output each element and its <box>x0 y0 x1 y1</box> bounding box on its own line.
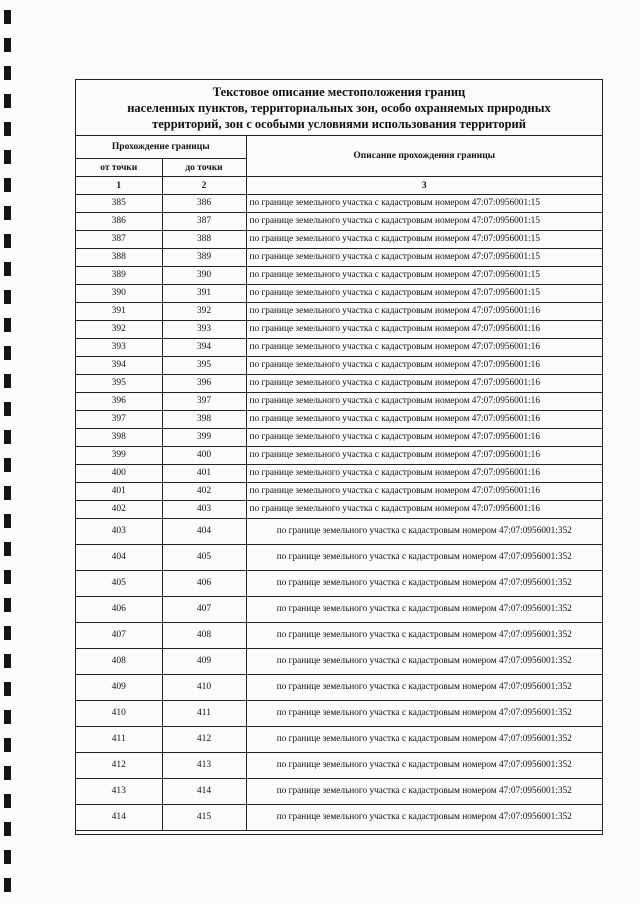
table-row <box>76 519 602 545</box>
table-row <box>76 805 602 831</box>
header-to-point: до точки <box>162 159 246 177</box>
cell-from-point: 410 <box>76 701 162 727</box>
title-line-2: населенных пунктов, территориальных зон, особо охраняемых природных <box>127 101 551 115</box>
cell-to-point: 403 <box>162 501 246 519</box>
cell-description: по границе земельного участка с кадастровым номером 47:07:0956001:352 <box>246 701 602 727</box>
cell-from-point: 395 <box>76 375 162 393</box>
table-row <box>76 675 602 701</box>
table-row <box>76 753 602 779</box>
table-row <box>76 545 602 571</box>
table-body <box>76 195 602 831</box>
binding-mark <box>4 514 11 528</box>
cell-description: по границе земельного участка с кадастровым номером 47:07:0956001:15 <box>246 267 602 285</box>
cell-description: по границе земельного участка с кадастровым номером 47:07:0956001:352 <box>246 675 602 701</box>
cell-description: по границе земельного участка с кадастровым номером 47:07:0956001:15 <box>246 249 602 267</box>
cell-from-point: 413 <box>76 779 162 805</box>
cell-from-point: 404 <box>76 545 162 571</box>
cell-from-point: 406 <box>76 597 162 623</box>
cell-to-point: 400 <box>162 447 246 465</box>
binding-mark <box>4 374 11 388</box>
cell-description: по границе земельного участка с кадастровым номером 47:07:0956001:16 <box>246 375 602 393</box>
table-row <box>76 649 602 675</box>
cell-to-point: 401 <box>162 465 246 483</box>
header-description: Описание прохождения границы <box>246 136 602 177</box>
table-row <box>76 321 602 339</box>
cell-description: по границе земельного участка с кадастровым номером 47:07:0956001:16 <box>246 465 602 483</box>
table-row <box>76 483 602 501</box>
cell-from-point: 407 <box>76 623 162 649</box>
binding-mark <box>4 598 11 612</box>
binding-mark <box>4 822 11 836</box>
table-row <box>76 701 602 727</box>
cell-to-point: 394 <box>162 339 246 357</box>
binding-mark <box>4 682 11 696</box>
cell-to-point: 386 <box>162 195 246 213</box>
binding-mark <box>4 10 11 24</box>
document-title <box>76 80 602 136</box>
cell-description: по границе земельного участка с кадастровым номером 47:07:0956001:16 <box>246 303 602 321</box>
cell-to-point: 406 <box>162 571 246 597</box>
cell-from-point: 392 <box>76 321 162 339</box>
binding-mark <box>4 234 11 248</box>
cell-to-point: 411 <box>162 701 246 727</box>
cell-from-point: 388 <box>76 249 162 267</box>
cell-from-point: 408 <box>76 649 162 675</box>
cell-description: по границе земельного участка с кадастровым номером 47:07:0956001:352 <box>246 623 602 649</box>
table-row <box>76 285 602 303</box>
cell-to-point: 395 <box>162 357 246 375</box>
cell-to-point: 404 <box>162 519 246 545</box>
table-row <box>76 597 602 623</box>
table-row <box>76 339 602 357</box>
cell-from-point: 409 <box>76 675 162 701</box>
table-row <box>76 501 602 519</box>
binding-mark <box>4 710 11 724</box>
binding-mark <box>4 346 11 360</box>
table-row <box>76 727 602 753</box>
header-column-number-2: 2 <box>162 177 246 195</box>
cell-to-point: 388 <box>162 231 246 249</box>
table-row <box>76 231 602 249</box>
cell-from-point: 403 <box>76 519 162 545</box>
cell-to-point: 407 <box>162 597 246 623</box>
cell-to-point: 389 <box>162 249 246 267</box>
cell-from-point: 389 <box>76 267 162 285</box>
cell-description: по границе земельного участка с кадастровым номером 47:07:0956001:352 <box>246 519 602 545</box>
cell-to-point: 405 <box>162 545 246 571</box>
binding-mark <box>4 66 11 80</box>
cell-to-point: 415 <box>162 805 246 831</box>
cell-description: по границе земельного участка с кадастровым номером 47:07:0956001:352 <box>246 727 602 753</box>
cell-from-point: 401 <box>76 483 162 501</box>
cell-to-point: 410 <box>162 675 246 701</box>
cell-from-point: 390 <box>76 285 162 303</box>
cell-from-point: 391 <box>76 303 162 321</box>
cell-to-point: 387 <box>162 213 246 231</box>
cell-description: по границе земельного участка с кадастровым номером 47:07:0956001:15 <box>246 195 602 213</box>
table-row <box>76 195 602 213</box>
binding-marks <box>4 8 12 898</box>
binding-mark <box>4 542 11 556</box>
cell-to-point: 391 <box>162 285 246 303</box>
table-row <box>76 429 602 447</box>
table-row <box>76 393 602 411</box>
binding-mark <box>4 766 11 780</box>
cell-to-point: 396 <box>162 375 246 393</box>
header-column-number-1: 1 <box>76 177 162 195</box>
cell-description: по границе земельного участка с кадастровым номером 47:07:0956001:16 <box>246 429 602 447</box>
cell-description: по границе земельного участка с кадастровым номером 47:07:0956001:16 <box>246 339 602 357</box>
cell-to-point: 414 <box>162 779 246 805</box>
cell-to-point: 402 <box>162 483 246 501</box>
cell-from-point: 387 <box>76 231 162 249</box>
cell-description: по границе земельного участка с кадастровым номером 47:07:0956001:352 <box>246 753 602 779</box>
binding-mark <box>4 626 11 640</box>
cell-to-point: 412 <box>162 727 246 753</box>
binding-mark <box>4 178 11 192</box>
table-row <box>76 267 602 285</box>
table-row <box>76 779 602 805</box>
binding-mark <box>4 486 11 500</box>
cell-description: по границе земельного участка с кадастровым номером 47:07:0956001:352 <box>246 545 602 571</box>
cell-description: по границе земельного участка с кадастровым номером 47:07:0956001:16 <box>246 501 602 519</box>
cell-from-point: 394 <box>76 357 162 375</box>
binding-mark <box>4 206 11 220</box>
cell-description: по границе земельного участка с кадастровым номером 47:07:0956001:16 <box>246 393 602 411</box>
cell-to-point: 397 <box>162 393 246 411</box>
header-from-point: от точки <box>76 159 162 177</box>
binding-mark <box>4 430 11 444</box>
header-column-number-3: 3 <box>246 177 602 195</box>
cell-to-point: 392 <box>162 303 246 321</box>
cell-description: по границе земельного участка с кадастровым номером 47:07:0956001:16 <box>246 447 602 465</box>
cell-description: по границе земельного участка с кадастровым номером 47:07:0956001:16 <box>246 411 602 429</box>
cell-description: по границе земельного участка с кадастровым номером 47:07:0956001:352 <box>246 779 602 805</box>
cell-description: по границе земельного участка с кадастровым номером 47:07:0956001:16 <box>246 357 602 375</box>
cell-from-point: 396 <box>76 393 162 411</box>
title-line-1: Текстовое описание местоположения границ <box>212 85 466 99</box>
cell-from-point: 385 <box>76 195 162 213</box>
cell-from-point: 397 <box>76 411 162 429</box>
cell-to-point: 413 <box>162 753 246 779</box>
binding-mark <box>4 94 11 108</box>
cell-description: по границе земельного участка с кадастровым номером 47:07:0956001:352 <box>246 649 602 675</box>
cell-from-point: 400 <box>76 465 162 483</box>
cell-from-point: 393 <box>76 339 162 357</box>
cell-to-point: 390 <box>162 267 246 285</box>
binding-mark <box>4 402 11 416</box>
cell-from-point: 398 <box>76 429 162 447</box>
cell-to-point: 398 <box>162 411 246 429</box>
table-row <box>76 571 602 597</box>
cell-description: по границе земельного участка с кадастровым номером 47:07:0956001:15 <box>246 231 602 249</box>
cell-description: по границе земельного участка с кадастровым номером 47:07:0956001:352 <box>246 805 602 831</box>
cell-description: по границе земельного участка с кадастровым номером 47:07:0956001:15 <box>246 285 602 303</box>
binding-mark <box>4 738 11 752</box>
boundary-description-document <box>75 79 603 835</box>
header-passage: Прохождение границы <box>76 136 246 159</box>
table-row <box>76 411 602 429</box>
table-row <box>76 213 602 231</box>
table-row <box>76 303 602 321</box>
cell-to-point: 408 <box>162 623 246 649</box>
table-row <box>76 249 602 267</box>
binding-mark <box>4 318 11 332</box>
table-row <box>76 447 602 465</box>
cell-description: по границе земельного участка с кадастровым номером 47:07:0956001:16 <box>246 321 602 339</box>
binding-mark <box>4 122 11 136</box>
binding-mark <box>4 150 11 164</box>
cell-from-point: 405 <box>76 571 162 597</box>
cell-to-point: 409 <box>162 649 246 675</box>
binding-mark <box>4 654 11 668</box>
table-row <box>76 375 602 393</box>
cell-description: по границе земельного участка с кадастровым номером 47:07:0956001:352 <box>246 571 602 597</box>
table-row <box>76 623 602 649</box>
cell-from-point: 386 <box>76 213 162 231</box>
boundary-table <box>76 136 602 831</box>
cell-from-point: 399 <box>76 447 162 465</box>
binding-mark <box>4 850 11 864</box>
cell-to-point: 399 <box>162 429 246 447</box>
cell-description: по границе земельного участка с кадастровым номером 47:07:0956001:16 <box>246 483 602 501</box>
binding-mark <box>4 570 11 584</box>
cell-from-point: 411 <box>76 727 162 753</box>
cell-to-point: 393 <box>162 321 246 339</box>
table-row <box>76 357 602 375</box>
binding-mark <box>4 458 11 472</box>
cell-description: по границе земельного участка с кадастровым номером 47:07:0956001:15 <box>246 213 602 231</box>
cell-description: по границе земельного участка с кадастровым номером 47:07:0956001:352 <box>246 597 602 623</box>
table-row <box>76 465 602 483</box>
cell-from-point: 402 <box>76 501 162 519</box>
binding-mark <box>4 290 11 304</box>
binding-mark <box>4 794 11 808</box>
title-line-3: территорий, зон с особыми условиями использования территорий <box>152 117 526 131</box>
binding-mark <box>4 262 11 276</box>
cell-from-point: 414 <box>76 805 162 831</box>
binding-mark <box>4 878 11 892</box>
cell-from-point: 412 <box>76 753 162 779</box>
binding-mark <box>4 38 11 52</box>
